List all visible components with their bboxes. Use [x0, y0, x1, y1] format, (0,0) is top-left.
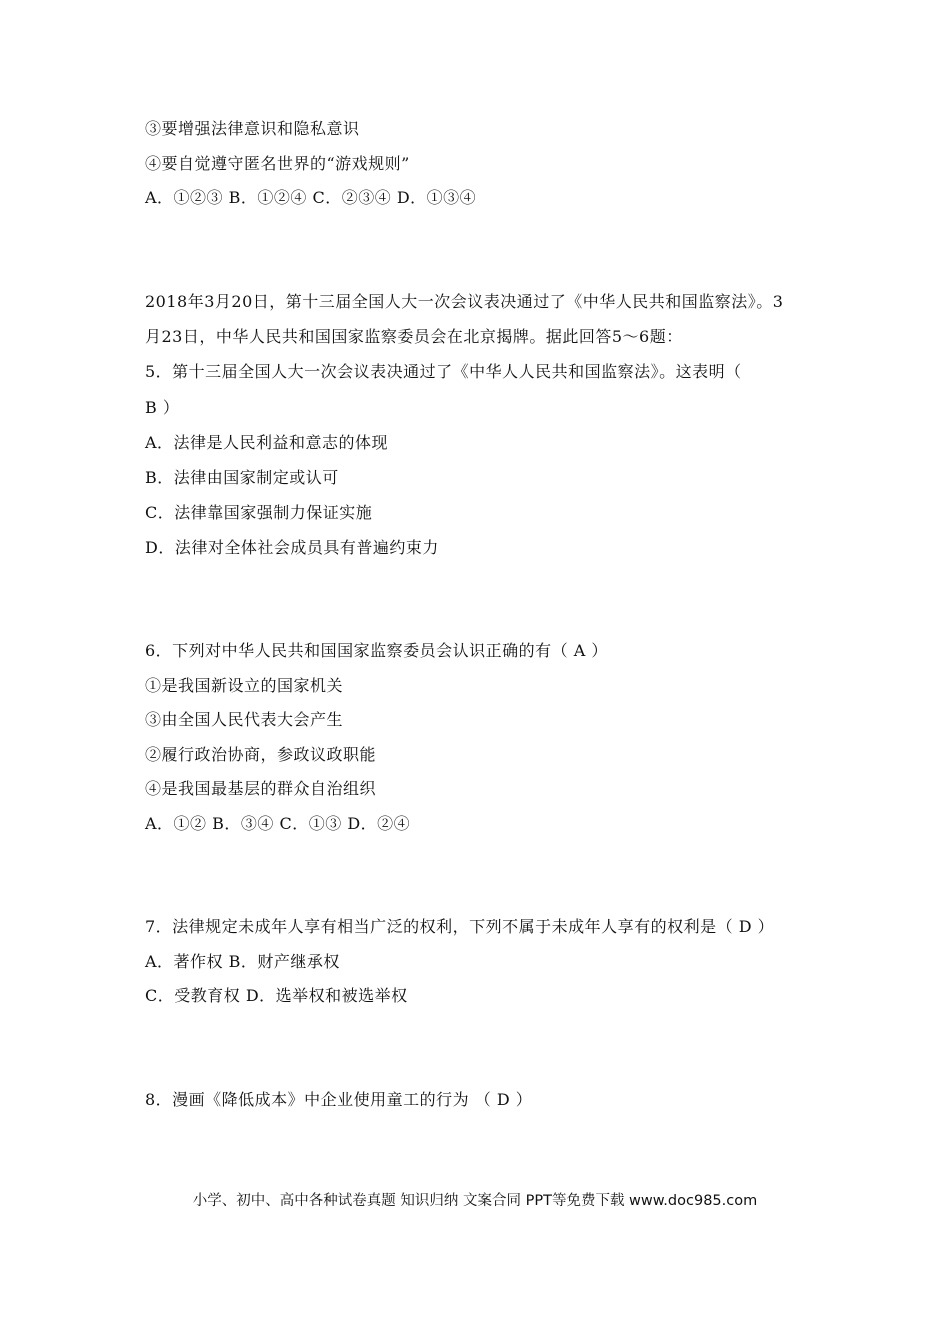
q7-options-cd: C．受教育权 D．选举权和被选举权 — [145, 986, 408, 1005]
q5-option-c: C．法律靠国家强制力保证实施 — [145, 503, 373, 522]
question-8-stem: 8．漫画《降低成本》中企业使用童工的行为 （ D ） — [145, 1090, 533, 1109]
option-line-3: ③要增强法律意识和隐私意识 — [145, 119, 360, 138]
q6-statement-4: ④是我国最基层的群众自治组织 — [145, 779, 377, 798]
q7-options-ab: A．著作权 B．财产继承权 — [145, 952, 340, 971]
q5-option-a: A．法律是人民利益和意志的体现 — [145, 433, 389, 452]
q4-answer-choices: A．①②③ B．①②④ C．②③④ D．①③④ — [145, 188, 477, 207]
q6-answer-choices: A．①② B．③④ C．①③ D．②④ — [145, 814, 411, 833]
question-5-stem: 5．第十三届全国人大一次会议表决通过了《中华人人民共和国监察法》。这表明（ — [145, 362, 742, 381]
q5-option-b: B．法律由国家制定或认可 — [145, 468, 339, 487]
question-6-stem: 6．下列对中华人民共和国国家监察委员会认识正确的有（ A ） — [145, 641, 608, 660]
question-7-stem: 7．法律规定未成年人享有相当广泛的权利，下列不属于未成年人享有的权利是（ D ） — [145, 917, 775, 936]
q5-option-d: D．法律对全体社会成员具有普遍约束力 — [145, 538, 439, 557]
question-5-answer: B ） — [145, 398, 180, 417]
page-footer: 小学、初中、高中各种试卷真题 知识归纳 文案合同 PPT等免费下载 www.doc985.com — [192, 1193, 758, 1209]
q6-statement-3: ③由全国人民代表大会产生 — [145, 710, 344, 729]
passage-line-1: 2018年3月20日，第十三届全国人大一次会议表决通过了《中华人民共和国监察法》。3 — [145, 292, 784, 311]
passage-line-2: 月23日，中华人民共和国国家监察委员会在北京揭牌。据此回答5～6题： — [145, 327, 683, 346]
q6-statement-1: ①是我国新设立的国家机关 — [145, 676, 344, 695]
option-line-4: ④要自觉遵守匿名世界的“游戏规则” — [145, 154, 410, 173]
q6-statement-2: ②履行政治协商，参政议政职能 — [145, 745, 377, 764]
